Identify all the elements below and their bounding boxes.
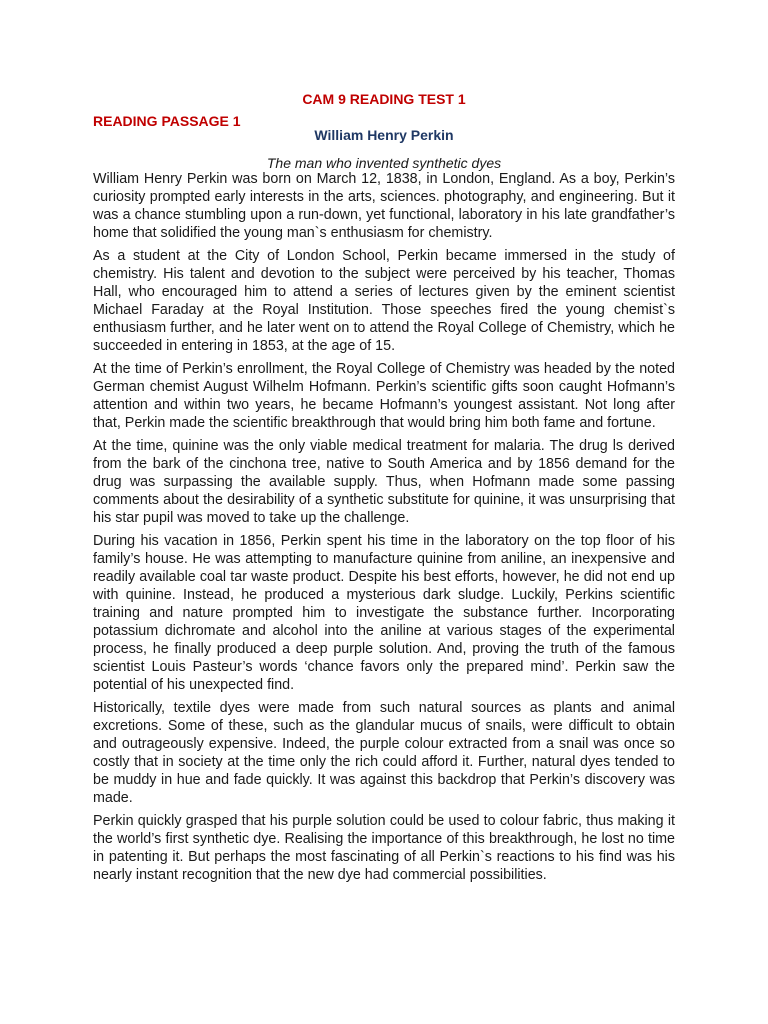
article-subtitle: The man who invented synthetic dyes bbox=[266, 155, 502, 171]
article-title: William Henry Perkin bbox=[314, 127, 454, 143]
test-title: CAM 9 READING TEST 1 bbox=[302, 91, 466, 107]
document-page bbox=[93, 90, 675, 889]
paragraph-6: Historically, textile dyes were made from such natural sources as plants and animal excretions. Some of these, such as the glandular mucus of snails, were difficult to obtain and outrageously expensive. Indeed, the purple colour extracted from a snail was once so costly that in society at the time only the rich could afford it. Further, natural dyes tended to be muddy in hue and fade quickly. It was against this backdrop that Perkin’s discovery was made. bbox=[93, 700, 675, 806]
paragraph-5: During his vacation in 1856, Perkin spent his time in the laboratory on the top floor of his family’s house. He was attempting to manufacture quinine from aniline, an inexpensive and readily available coal tar waste product. Despite his best efforts, however, he did not end up with quinine. Instead, he produced a mysterious dark sludge. Luckily, Perkins scientific training and nature prompted him to investigate the substance further. Incorporating potassium dichromate and alcohol into the aniline at various stages of the experimental process, he finally produced a deep purple solution. And, proving the truth of the famous scientist Louis Pasteur’s words ‘chance favors only the prepared mind’. Perkin saw the potential of his unexpected find. bbox=[93, 533, 675, 693]
paragraph-4: At the time, quinine was the only viable medical treatment for malaria. The drug ls derived from the bark of the cinchona tree, native to South America and by 1856 demand for the drug was surpassing the available supply. Thus, when Hofmann made some passing comments about the desirability of a synthetic substitute for quinine, it was unsurprising that his star pupil was moved to take up the challenge. bbox=[93, 438, 675, 526]
paragraph-2: As a student at the City of London School, Perkin became immersed in the study of chemistry. His talent and devotion to the subject were perceived by his teacher, Thomas Hall, who encouraged him to attend a series of lectures given by the eminent scientist Michael Faraday at the Royal Institution. Those speeches fired the young chemist`s enthusiasm further, and he later went on to attend the Royal College of Chemistry, which he succeeded in entering in 1853, at the age of 15. bbox=[93, 248, 675, 354]
paragraph-1: William Henry Perkin was born on March 12, 1838, in London, England. As a boy, Perkin’s curiosity prompted early interests in the arts, sciences. photography, and engineering. But it was a chance stumbling upon a run-down, yet functional, laboratory in his late grandfather’s home that solidified the young man`s enthusiasm for chemistry. bbox=[93, 171, 675, 241]
passage-label: READING PASSAGE 1 bbox=[93, 113, 241, 129]
paragraph-3: At the time of Perkin’s enrollment, the Royal College of Chemistry was headed by the noted German chemist August Wilhelm Hofmann. Perkin’s scientific gifts soon caught Hofmann’s attention and within two years, he became Hofmann’s youngest assistant. Not long after that, Perkin made the scientific breakthrough that would bring him both fame and fortune. bbox=[93, 361, 675, 431]
paragraph-7: Perkin quickly grasped that his purple solution could be used to colour fabric, thus making it the world’s first synthetic dye. Realising the importance of this breakthrough, he lost no time in patenting it. But perhaps the most fascinating of all Perkin`s reactions to his find was his nearly instant recognition that the new dye had commercial possibilities. bbox=[93, 813, 675, 883]
